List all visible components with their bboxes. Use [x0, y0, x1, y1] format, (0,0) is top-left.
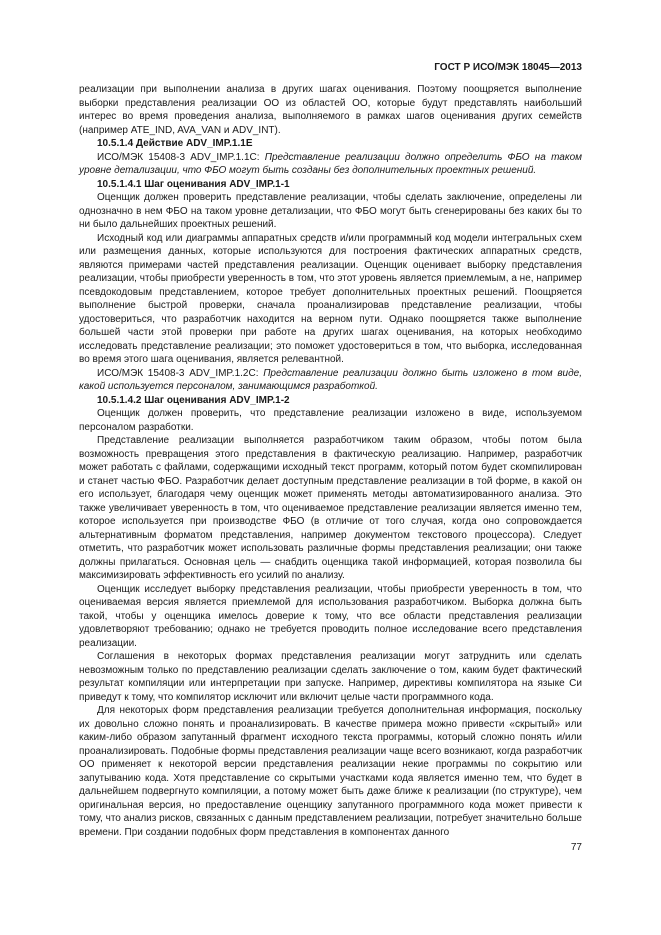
standard-reference	[79, 151, 582, 178]
section-heading: 10.5.1.4.2 Шаг оценивания ADV_IMP.1-2	[97, 394, 290, 406]
paragraph: Оценщик должен проверить, что представление реализации изложено в виде, используемом персоналом разработки.	[79, 408, 582, 433]
paragraph: Исходный код или диаграммы аппаратных средств и/или программный код модели интегральных схем или размещения данных, которые используются для построения фактических аппаратных средств, являются примерами частей представления реализации. Оценщик оценивает выборку представления реализации, чтобы приобрести уверенность в том, что этот уровень является приемлемым, а не, например псевдокодовым представлением, которое требует дополнительных проектных решений. Поощряется выполнение быстрой проверки, сначала проанализировав представление реализации, чтобы удостовериться, что разработчик находится на верном пути. Однако поощряется также выполнение большей части этой проверки при работе на других шагах оценивания, на которых необходимо исследовать представление реализации; это поможет удостовериться в том, что выборка, исследованная во время этого шага оценивания, является релевантной.	[79, 232, 582, 365]
reference-code: ИСО/МЭК 15408-3 ADV_IMP.1.1C:	[97, 151, 260, 163]
paragraph: Оценщик исследует выборку представления реализации, чтобы приобрести уверенность в том, что оцениваемая версия является приемлемой для использования разработчиком. Выборка должна быть такой, чтобы у оценщика имелось доверие к тому, что все области представления реализации удовлетворяют требованию; однако не требуется проводить полное исследование всего представления реализации.	[79, 583, 582, 649]
reference-text: Представление реализации должно определить ФБО на таком уровне детализации, что ФБО могут быть созданы без дополнительных проектных решений.	[79, 151, 582, 176]
paragraph: реализации при выполнении анализа в других шагах оценивания. Поэтому поощряется выполнение выборки представления реализации ОО из областей ОО, которые будут представлять наибольший интерес во время проведения анализа, выполняемого в рамках шагов оценивания других семейств (например ATE_IND, AVA_VAN и ADV_INT).	[79, 84, 582, 136]
reference-code: ИСО/МЭК 15408-3 ADV_IMP.1.2C:	[97, 367, 259, 379]
paragraph: Представление реализации выполняется разработчиком таким образом, чтобы потом была возможность превращения этого представления в фактическую реализацию. Например, разработчик может работать с файлами, содержащими исходный текст программ, который потом будет скомпилирован и станет частью ФБО. Разработчик делает доступным представление реализации в той форме, в какой он его использует, благодаря чему оценщик может применять методы автоматизированного анализа. Это также увеличивает уверенность в том, что оцениваемое представление реализации является именно тем, которое используется при производстве ФБО (в отличие от того случая, когда оно сопровождается альтернативным форматом представления, например документом текстового процессора). Следует отметить, что разработчик может использовать различные формы представления реализации; они также должны прилагаться. Основная цель — снабдить оценщика такой информацией, которая позволила бы максимизировать эффективность его усилий по анализу.	[79, 435, 582, 581]
section-heading: 10.5.1.4.1 Шаг оценивания ADV_IMP.1-1	[97, 178, 290, 190]
document-header: ГОСТ Р ИСО/МЭК 18045—2013	[434, 62, 582, 73]
section-heading: 10.5.1.4 Действие ADV_IMP.1.1E	[97, 138, 253, 149]
reference-text: Представление реализации должно быть изложено в том виде, какой используется персоналом, занимающимся разработкой.	[79, 367, 582, 392]
page-number: 77	[570, 842, 582, 853]
paragraph: Оценщик должен проверить представление реализации, чтобы сделать заключение, определены ли однозначно в нем ФБО на таком уровне детализации, что ФБО могут быть сгенерированы без каких бы то ни было дальнейших проектных решений.	[79, 192, 582, 230]
page-body	[79, 83, 582, 839]
paragraph: Соглашения в некоторых формах представления реализации могут затруднить или сделать невозможным только по представлению реализации сделать заключение о том, каким будет фактический результат компиляции или интерпретации при запуске. Например, директивы компилятора на языке Си приведут к тому, что компилятор исключит или включит целые части программного кода.	[79, 651, 582, 703]
paragraph: Для некоторых форм представления реализации требуется дополнительная информация, поскольку их довольно сложно понять и проанализировать. В качестве примера можно привести «скрытый» или каким-либо образом запутанный фрагмент исходного текста программы, который сложно понять и/или проанализировать. Подобные формы представления реализации чаще всего возникают, когда разработчик ОО применяет к некоторой версии представления реализации некие программы по сокрытию или запутыванию кода. Хотя представление со скрытыми участками кода является именно тем, что будет в дальнейшем подвергнуто компиляции, а потому может быть даже ближе к реализации (по структуре), чем оригинальная версия, но предоставление оценщику запутанного программного кода может привести к тому, что анализ рисков, связанных с данным представлением реализации, потребует значительно больше времени. При создании подобных форм представления в компонентах данного	[79, 705, 582, 838]
standard-reference	[79, 367, 582, 394]
